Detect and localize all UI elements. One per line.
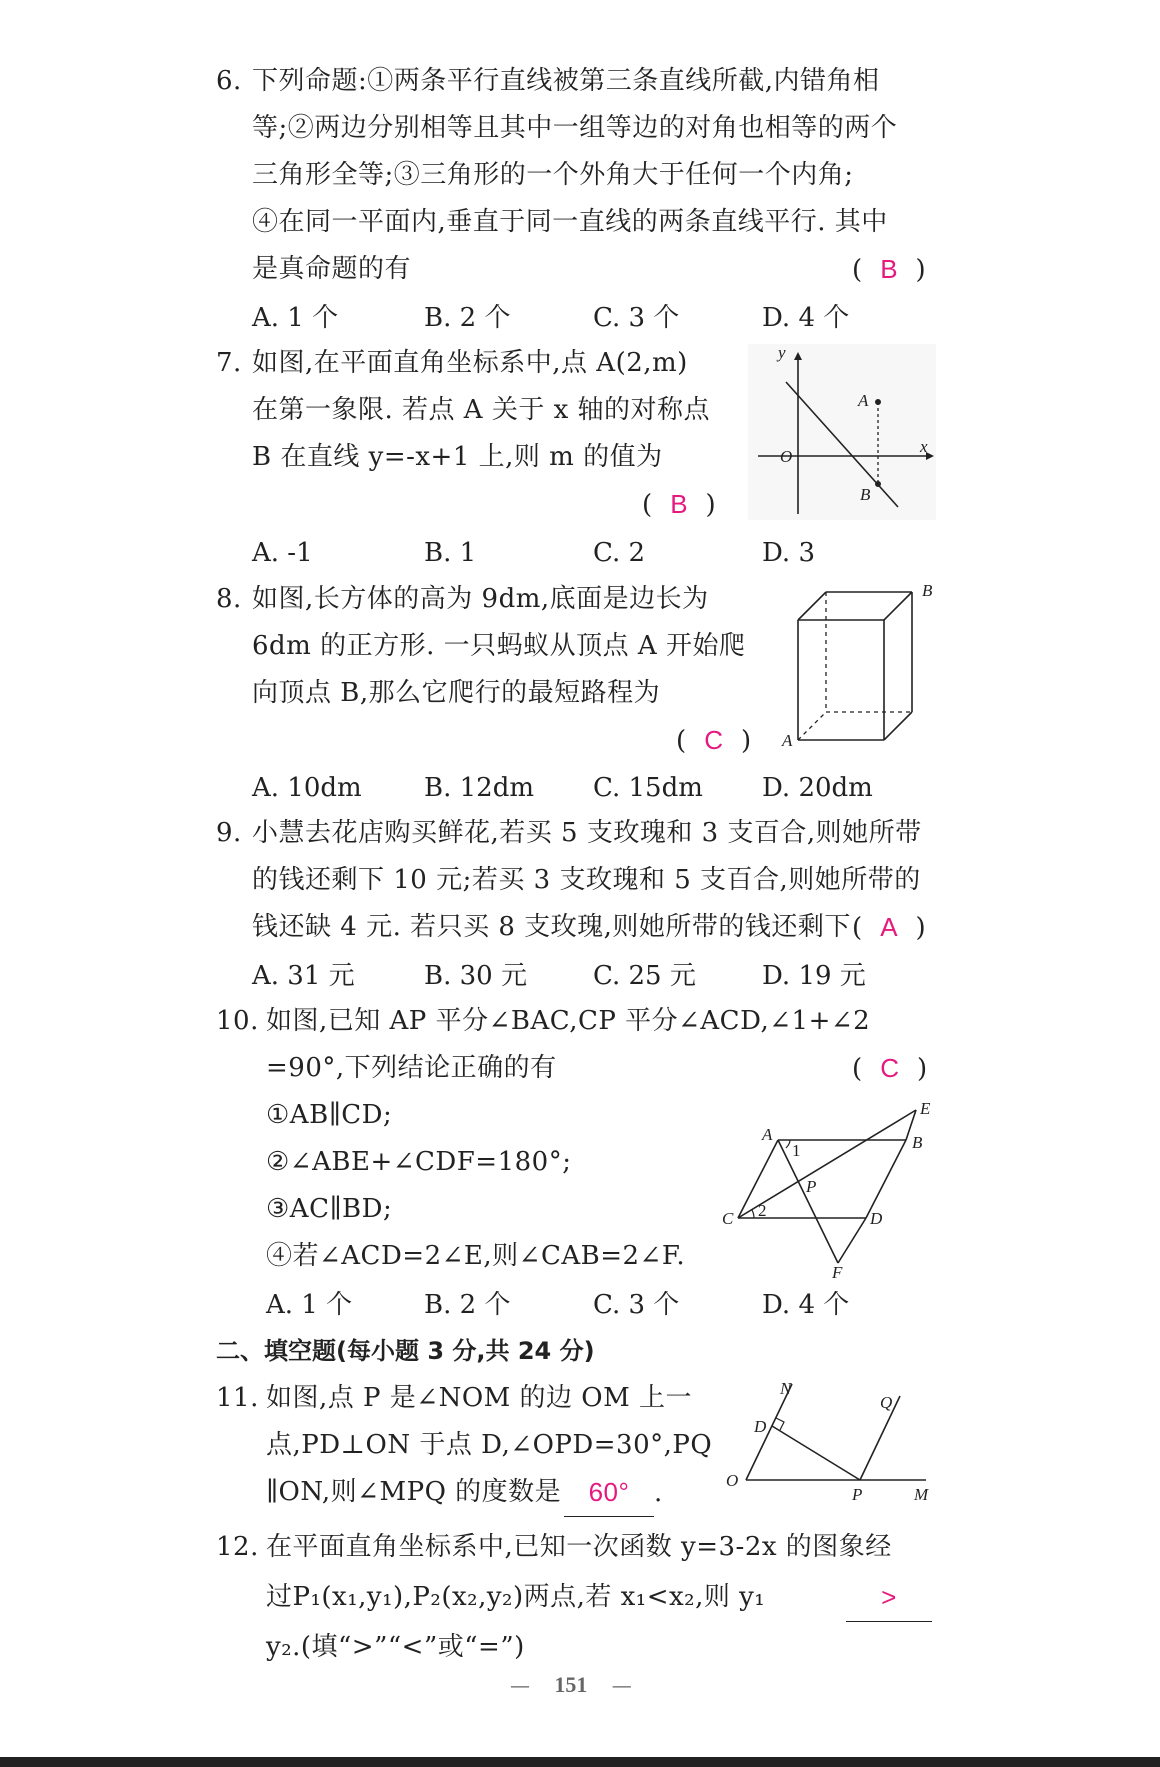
label-p: P	[852, 1485, 863, 1504]
angle-figure	[720, 1378, 940, 1508]
question-text-line: 6dm 的正方形. 一只蚂蚁从顶点 A 开始爬	[252, 631, 746, 661]
question-number: 10.	[216, 1006, 259, 1036]
label-a: A	[858, 391, 869, 410]
label-d: D	[754, 1417, 767, 1436]
answer: 60°	[564, 1469, 654, 1517]
option-c: C. 3 个	[593, 1290, 680, 1320]
edge	[798, 592, 826, 620]
answer: >	[846, 1574, 932, 1622]
hidden-edge	[798, 712, 826, 740]
option-d: D. 3	[762, 538, 815, 568]
answer-blank	[846, 1574, 932, 1622]
footer-dash: —	[611, 1673, 632, 1697]
statement-4: ④若∠ACD=2∠E,则∠CAB=2∠F.	[266, 1241, 686, 1271]
cuboid-figure	[780, 576, 940, 758]
question-text-line: B 在直线 y=-x+1 上,则 m 的值为	[252, 442, 663, 472]
edge	[884, 712, 912, 740]
option-a: A. 31 元	[252, 961, 355, 991]
question-text-line: 在第一象限. 若点 A 关于 x 轴的对称点	[252, 395, 711, 425]
question-text-line: =90°,下列结论正确的有	[266, 1053, 557, 1083]
answer-bracket: ( A )	[852, 912, 927, 943]
right-angle-mark	[776, 1418, 784, 1430]
question-text-line: 如图,点 P 是∠NOM 的边 OM 上一	[266, 1383, 692, 1413]
statement-3: ③AC∥BD;	[266, 1194, 393, 1224]
label-b: B	[922, 581, 933, 600]
answer-bracket: ( C )	[852, 1053, 928, 1084]
answer: A	[880, 912, 899, 942]
ray-on	[746, 1384, 792, 1480]
option-b: B. 1	[424, 538, 477, 568]
option-c: C. 15dm	[593, 773, 703, 803]
label-p: P	[806, 1177, 817, 1196]
question-number: 9.	[216, 818, 242, 848]
parallelogram-figure	[720, 1098, 940, 1280]
option-b: B. 30 元	[424, 961, 527, 991]
option-c: C. 3 个	[593, 303, 680, 333]
label-y: y	[778, 344, 786, 362]
question-text-line: ∥ON,则∠MPQ 的度数是	[266, 1477, 562, 1507]
option-d: D. 20dm	[762, 773, 873, 803]
question-text-line: 是真命题的有	[252, 254, 412, 284]
label-n: N	[780, 1379, 792, 1398]
label-o: O	[726, 1471, 739, 1490]
question-number: 8.	[216, 584, 242, 614]
point-b	[875, 481, 881, 487]
question-number: 11.	[216, 1383, 259, 1413]
segment-pd	[772, 1426, 860, 1480]
question-text-line: 的钱还剩下 10 元;若买 3 支玫瑰和 5 支百合,则她所带的	[252, 865, 921, 895]
option-b: B. 12dm	[424, 773, 535, 803]
question-text-line: 下列命题:①两条平行直线被第三条直线所截,内错角相	[252, 66, 880, 96]
option-a: A. -1	[252, 538, 313, 568]
question-text-line: 向顶点 B,那么它爬行的最短路程为	[252, 678, 661, 708]
question-text-line: 如图,在平面直角坐标系中,点 A(2,m)	[252, 348, 688, 378]
statement-2: ②∠ABE+∠CDF=180°;	[266, 1147, 572, 1177]
angle-1-arc	[786, 1140, 790, 1148]
option-b: B. 2 个	[424, 303, 511, 333]
answer-bracket: ( B )	[642, 489, 717, 520]
edge	[884, 592, 912, 620]
statement-1: ①AB∥CD;	[266, 1100, 393, 1130]
footer-dash: —	[510, 1673, 530, 1697]
option-d: D. 4 个	[762, 1290, 850, 1320]
question-text-line: 等;②两边分别相等且其中一组等边的对角也相等的两个	[252, 113, 898, 143]
question-text-line: 三角形全等;③三角形的一个外角大于任何一个内角;	[252, 160, 854, 190]
coordinate-plane-figure	[748, 344, 936, 520]
option-c: C. 25 元	[593, 961, 696, 991]
angle-2-arc	[752, 1210, 754, 1218]
option-a: A. 10dm	[252, 773, 362, 803]
question-text-line: 小慧去花店购买鲜花,若买 5 支玫瑰和 3 支百合,则她所带	[252, 818, 922, 848]
label-b: B	[860, 485, 871, 504]
label-d: D	[870, 1209, 883, 1228]
answer-bracket: ( C )	[676, 725, 752, 756]
label-2: 2	[758, 1201, 767, 1220]
question-text-line: 如图,已知 AP 平分∠BAC,CP 平分∠ACD,∠1+∠2	[266, 1006, 871, 1036]
answer-bracket: ( B )	[852, 254, 927, 285]
answer: C	[880, 1053, 900, 1083]
option-c: C. 2	[593, 538, 646, 568]
question-text-line: y₂.(填“>”“<”或“=”)	[266, 1632, 525, 1662]
option-d: D. 19 元	[762, 961, 866, 991]
answer: B	[880, 254, 899, 284]
option-a: A. 1 个	[266, 1290, 353, 1320]
segment-af	[778, 1140, 838, 1263]
question-text-line: 点,PD⊥ON 于点 D,∠OPD=30°,PQ	[266, 1430, 713, 1460]
bottom-bar	[0, 1757, 1160, 1767]
option-b: B. 2 个	[424, 1290, 511, 1320]
answer-blank	[564, 1469, 663, 1517]
option-d: D. 4 个	[762, 303, 850, 333]
label-e: E	[920, 1099, 931, 1118]
section-heading: 二、填空题(每小题 3 分,共 24 分)	[216, 1337, 595, 1365]
label-m: M	[914, 1485, 929, 1504]
segment-df	[838, 1218, 866, 1263]
label-x: x	[920, 437, 928, 456]
label-q: Q	[880, 1393, 893, 1412]
question-number: 7.	[216, 348, 242, 378]
question-text-line: 钱还缺 4 元. 若只买 8 支玫瑰,则她所带的钱还剩下	[252, 912, 851, 942]
label-a: A	[762, 1125, 773, 1144]
question-number: 12.	[216, 1532, 259, 1562]
point-a	[875, 399, 881, 405]
question-number: 6.	[216, 66, 242, 96]
page-number: 151	[554, 1672, 588, 1697]
question-text-line: ④在同一平面内,垂直于同一直线的两条直线平行. 其中	[252, 207, 888, 237]
label-b: B	[912, 1133, 923, 1152]
label-a: A	[782, 731, 793, 750]
question-text-line: 如图,长方体的高为 9dm,底面是边长为	[252, 584, 709, 614]
option-a: A. 1 个	[252, 303, 339, 333]
label-o: O	[780, 447, 793, 466]
label-c: C	[722, 1209, 734, 1228]
answer: C	[704, 725, 724, 755]
period: .	[654, 1478, 663, 1508]
label-1: 1	[792, 1141, 801, 1160]
label-f: F	[832, 1263, 843, 1280]
question-text-line: 在平面直角坐标系中,已知一次函数 y=3-2x 的图象经	[266, 1532, 892, 1562]
segment-bd	[866, 1140, 906, 1218]
question-text-line: 过P₁(x₁,y₁),P₂(x₂,y₂)两点,若 x₁<x₂,则 y₁	[266, 1582, 766, 1612]
answer: B	[670, 489, 689, 519]
page-footer	[510, 1672, 632, 1698]
